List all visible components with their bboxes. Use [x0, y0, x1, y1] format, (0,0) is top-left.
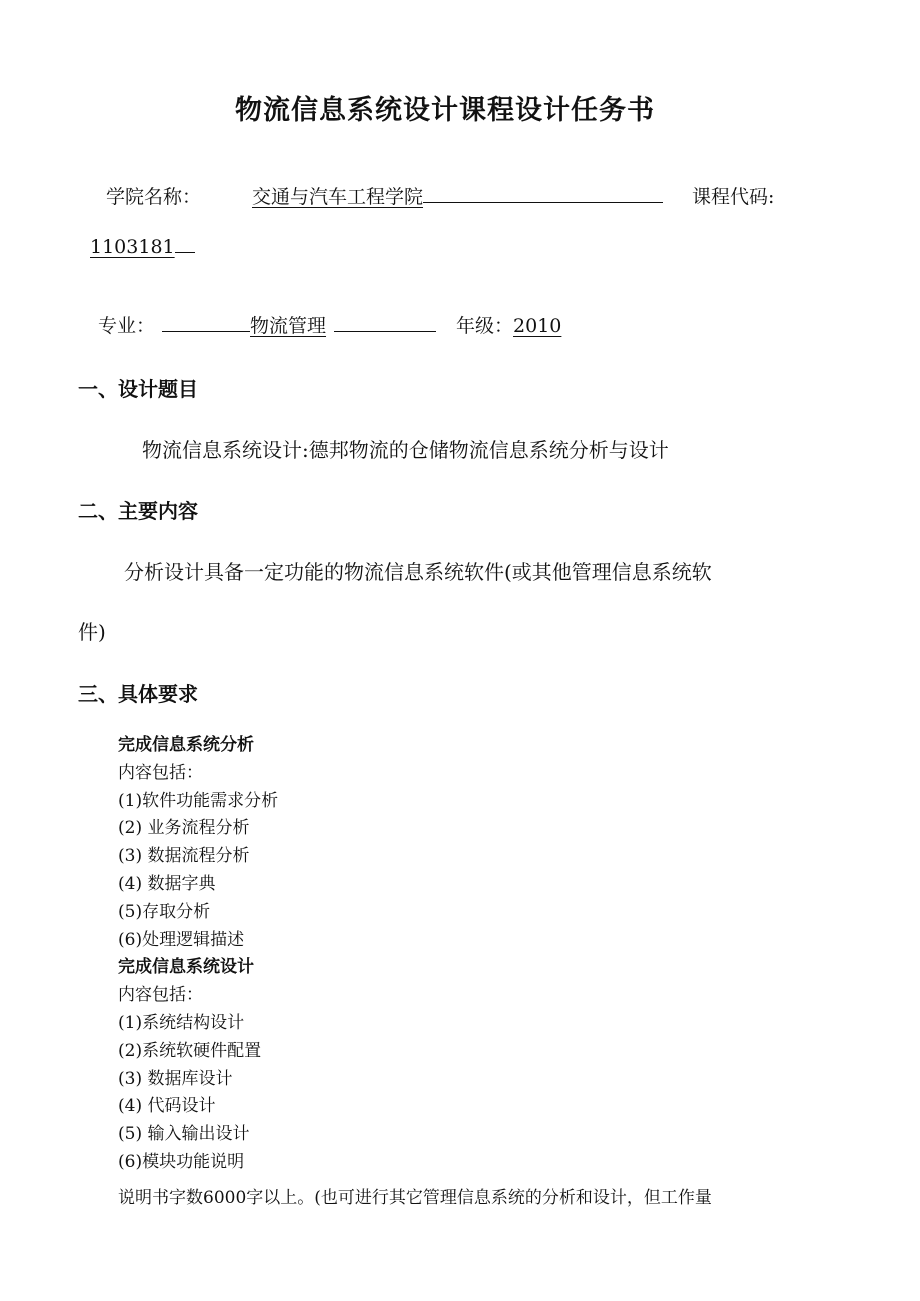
list-item: 完成信息系统设计 — [118, 957, 254, 978]
list-item: (4) 代码设计 — [118, 1096, 216, 1117]
course-code-value: 1103181 — [90, 236, 175, 258]
list-item: 完成信息系统分析 — [118, 735, 254, 755]
section-heading-content: 二、主要内容 — [78, 499, 198, 523]
list-item: (5) 输入输出设计 — [118, 1124, 250, 1145]
main-content-text-line1: 分析设计具备一定功能的物流信息系统软件(或其他管理信息系统软 — [124, 560, 712, 584]
list-item: (2)系统软硬件配置 — [118, 1040, 262, 1061]
main-content-text-line2: 件) — [78, 620, 106, 644]
college-row — [106, 182, 201, 209]
grade-value: 2010 — [513, 315, 562, 337]
list-item: (2) 业务流程分析 — [118, 818, 250, 839]
section-heading-requirements: 三、具体要求 — [78, 682, 198, 706]
college-value: 交通与汽车工程学院 — [252, 186, 424, 208]
major-blank-before — [162, 313, 250, 332]
list-item: (6)处理逻辑描述 — [118, 929, 245, 950]
word-count-note: 说明书字数6000字以上。(也可进行其它管理信息系统的分析和设计，但工作量 — [118, 1188, 712, 1208]
list-item: (1)软件功能需求分析 — [118, 790, 279, 811]
list-item: 内容包括： — [118, 762, 203, 783]
grade-row — [456, 311, 561, 338]
list-item: (3) 数据流程分析 — [118, 846, 250, 867]
document-title: 物流信息系统设计课程设计任务书 — [235, 95, 655, 126]
college-value-row — [252, 182, 663, 209]
major-blank-after — [334, 313, 436, 332]
list-item: 内容包括： — [118, 985, 203, 1006]
list-item: (6)模块功能说明 — [118, 1151, 245, 1172]
list-item: (5)存取分析 — [118, 901, 211, 922]
course-code-row — [90, 234, 195, 258]
college-blank-line — [423, 184, 663, 203]
requirements-list — [118, 732, 278, 1177]
section-heading-topic: 一、设计题目 — [78, 377, 198, 401]
college-label: 学院名称： — [106, 186, 202, 208]
course-code-label: 课程代码: — [692, 186, 775, 208]
grade-label: 年级： — [456, 315, 514, 337]
list-item: (4) 数据字典 — [118, 873, 216, 894]
major-label: 专业： — [98, 315, 156, 337]
list-item: (1)系统结构设计 — [118, 1012, 245, 1033]
list-item: (3) 数据库设计 — [118, 1068, 233, 1089]
course-code-blank-line — [175, 234, 195, 253]
design-topic-text: 物流信息系统设计:德邦物流的仓储物流信息系统分析与设计 — [142, 438, 669, 462]
major-row — [98, 311, 155, 338]
major-value: 物流管理 — [250, 315, 327, 337]
major-value-row — [162, 311, 436, 338]
